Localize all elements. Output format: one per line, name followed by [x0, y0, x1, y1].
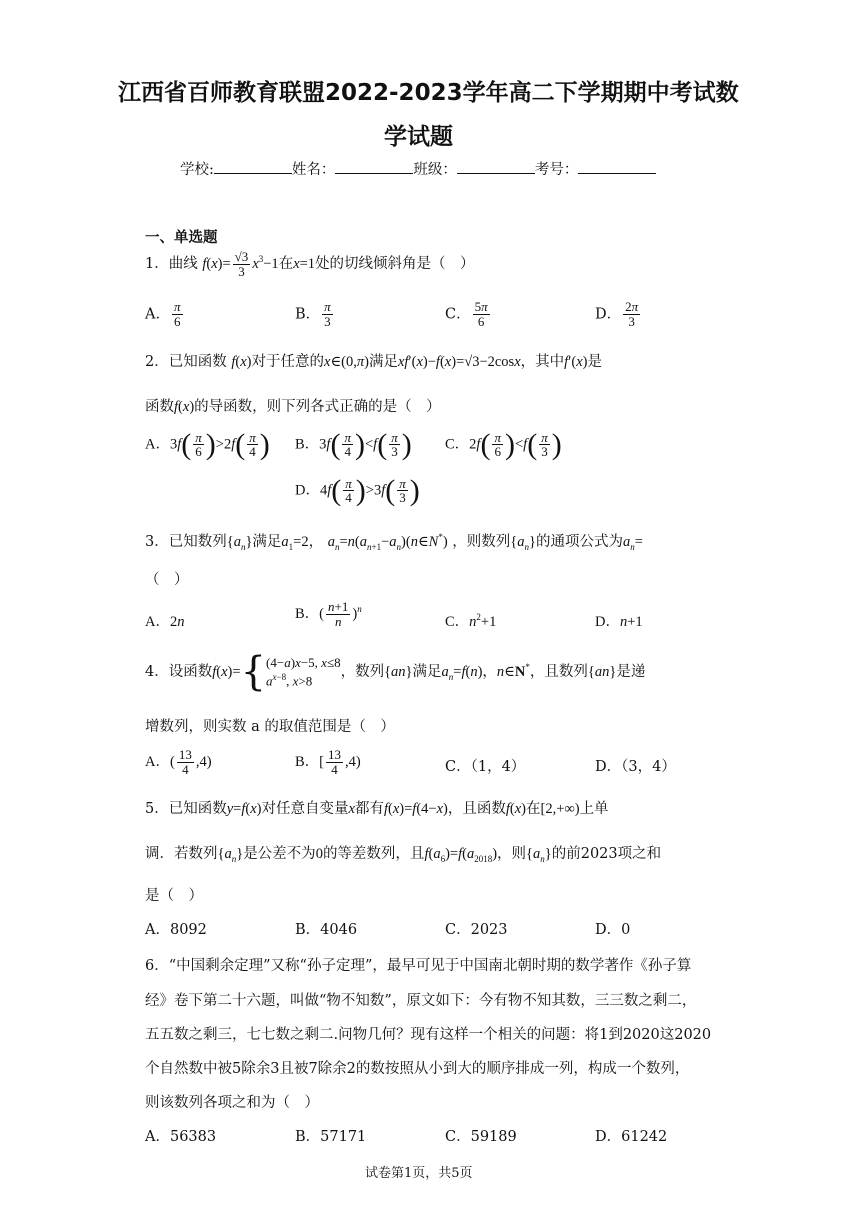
q5-option-d[interactable]: D．0 — [595, 922, 631, 938]
q1-number: 1． — [145, 255, 169, 272]
name-label: 姓名： — [291, 162, 336, 178]
q5-option-b[interactable]: B．4046 — [295, 922, 358, 938]
exam-no-blank[interactable] — [578, 161, 656, 174]
q4-option-a[interactable]: A．( $\frac{13}{4}$ ,4) — [145, 747, 212, 777]
q1-option-c[interactable]: C． $\frac{5\pi}{6}$ — [445, 299, 488, 329]
question-6-line-3: 五五数之剩三，七七数之剩二.问物几何？现有这样一个相关的问题：将1到2020这2020 — [145, 1027, 712, 1043]
q6-option-b[interactable]: B．57171 — [295, 1129, 367, 1145]
q2-option-d[interactable]: D．4f( $\frac{\pi}{4}$ )>3f( $\frac{\pi}{3}$ ) — [295, 474, 420, 507]
q1-option-a[interactable]: A． $\frac{\pi}{6}$ — [145, 299, 181, 329]
q6-option-d[interactable]: D．61242 — [595, 1129, 668, 1145]
q3-option-d[interactable]: D．n+1 — [595, 614, 643, 630]
q1-option-b[interactable]: B． $\frac{\pi}{3}$ — [295, 299, 331, 329]
q5-option-c[interactable]: C．2023 — [445, 922, 508, 938]
q4-option-b[interactable]: B．[ $\frac{13}{4}$ ,4) — [295, 747, 361, 777]
section-heading: 一、单选题 — [145, 230, 218, 246]
question-6-line-5: 则该数列各项之和为（ ） — [145, 1095, 319, 1111]
q5-option-a[interactable]: A．8092 — [145, 922, 207, 938]
question-6-line-2: 经》卷下第二十六题，叫做“物不知数”，原文如下：今有物不知其数，三三数之剩二， — [145, 993, 697, 1009]
question-2: 2．已知函数 f(x)对于任意的x∈(0,π)满足xf′(x)−f(x)=√3−2cosx，其中f′(x)是 — [145, 354, 602, 370]
page-footer: 试卷第1页，共5页 — [365, 1166, 473, 1181]
q2-option-b[interactable]: B．3f( $\frac{\pi}{4}$ )<f( $\frac{\pi}{3}$ ) — [295, 428, 412, 461]
question-5-line-3: 是（ ） — [145, 888, 203, 904]
question-5-line-2: 调．若数列$\{a_n\}$是公差不为0的等差数列，且$f(a_6)=f(a_{2018})$，则$\{a_n\}$的前2023项之和 — [145, 846, 662, 864]
q1-option-d[interactable]: D． $\frac{2\pi}{3}$ — [595, 299, 639, 329]
q1-text-3: 处的切线倾斜角是（ ） — [315, 255, 475, 272]
q1-text: 曲线 — [168, 255, 198, 272]
name-blank[interactable] — [335, 161, 413, 174]
question-1: 1．曲线 f(x)= $\frac{√3}{3}$ $x^3-1$在x=1处的切线倾斜角是（ ） — [145, 249, 475, 279]
question-6-line-4: 个自然数中被5除余3且被7除余2的数按照从小到大的顺序排成一列，构成一个数列， — [145, 1061, 690, 1077]
q4-option-c[interactable]: C．（1，4） — [445, 759, 526, 775]
question-6-line-1: 6．“中国剩余定理”又称“孙子定理”，最早可见于中国南北朝时期的数学著作《孙子算 — [145, 958, 692, 974]
q3-option-a[interactable]: A．2n — [145, 614, 185, 630]
q3-option-b[interactable]: B．( $\frac{n+1}{n}$ )$^n$ — [295, 599, 362, 629]
question-5: 5．已知函数y=f(x)对任意自变量x都有f(x)=f(4−x)，且函数f(x)在[2,+∞)上单 — [145, 801, 609, 817]
school-blank[interactable] — [214, 161, 292, 174]
q3-option-c[interactable]: C．$n^2+1$ — [445, 612, 497, 630]
exam-no-label: 考号： — [534, 162, 579, 178]
q2-option-a[interactable]: A．3f( $\frac{\pi}{6}$ )>2f( $\frac{\pi}{4}$ ) — [145, 428, 270, 461]
question-3-line-2: （ ） — [145, 572, 189, 588]
title-line-2: 学试题 — [384, 124, 453, 150]
q4-option-d[interactable]: D．（3，4） — [595, 759, 676, 775]
q6-option-c[interactable]: C．59189 — [445, 1129, 517, 1145]
question-3: 3．已知数列$\{a_n\}$满足$a_1=2$， $a_n=n(a_{n+1}-a_n)(n\in N^*)$ ，则数列$\{a_n\}$的通项公式为$a_n=$ — [145, 532, 643, 552]
class-label: 班级： — [413, 162, 457, 178]
school-label: 学校: — [180, 162, 214, 178]
q1-text-2: 在 — [278, 255, 294, 272]
class-blank[interactable] — [457, 161, 535, 174]
question-2-line-2: 函数f(x)的导函数，则下列各式正确的是（ ） — [145, 399, 441, 415]
question-4: 4．设函数f(x)={ (4−a)x−5, x≤8 $a^{x-8}$, x>8 ，数列{an}满足$a_n=f(n)$，n∈N*，且数列{an}是递 — [145, 649, 646, 695]
question-4-line-2: 增数列，则实数 a 的取值范围是（ ） — [145, 719, 395, 735]
title-line-1: 江西省百师教育联盟2022-2023学年高二下学期期中考试数 — [118, 80, 739, 106]
q6-option-a[interactable]: A．56383 — [145, 1129, 217, 1145]
q2-option-c[interactable]: C．2f( $\frac{\pi}{6}$ )<f( $\frac{\pi}{3}$ ) — [445, 428, 562, 461]
info-line — [180, 158, 656, 179]
